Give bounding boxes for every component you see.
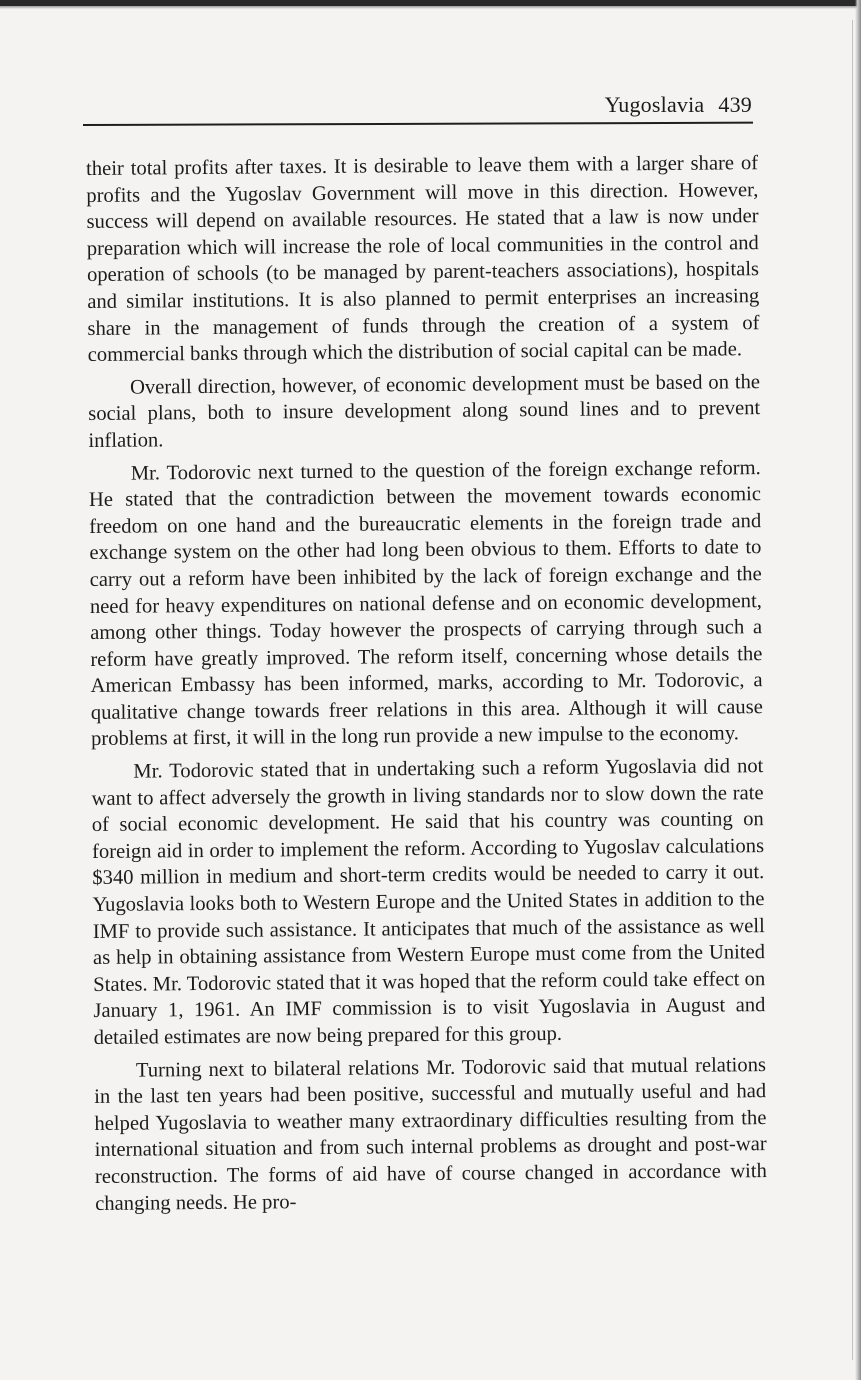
paragraph-overall-direction: Overall direction, however, of economic development must be based on the social plans, both to insure development along sound lines and to prevent inflation. bbox=[88, 370, 761, 452]
running-title: Yugoslavia bbox=[604, 92, 705, 117]
page-right-edge bbox=[855, 0, 861, 1380]
running-head bbox=[84, 90, 752, 124]
paragraph-foreign-exchange-reform: Mr. Todorovic next turned to the question of the foreign exchange reform. He stated that the contradiction between the movement towards economic freedom on one hand and the bureaucratic elements in the foreign trade and exchange system on the other had long been obvious to them. Efforts to date to carry out a reform have been inhibited by the lack of foreign exchange and the need for heavy expenditures on national defense and on economic development, among other things. Today however the prospects of carrying through such a reform have greatly improved. The reform itself, concerning whose details the American Embassy has been informed, marks, according to Mr. Todorovic, a qualitative change towards freer relations in this area. Although it will cause problems at first, it will in the long run provide a new impulse to the economy. bbox=[88, 456, 763, 751]
body-text bbox=[86, 150, 767, 1223]
paragraph-continuation: their total profits after taxes. It is desirable to leave them with a larger share of profits and the Yugoslav Government will move in this direction. However, success will depend on available resources. He stated that a law is now under preparation which will increase the role of local communities in the control and operation of schools (to be managed by parent-teachers associations), hospitals and similar institutions. It is also planned to permit enterprises an increasing share in the management of funds through the creation of a system of commercial banks through which the distribution of social capital can be made. bbox=[86, 152, 760, 367]
page-top-shadow bbox=[0, 6, 861, 9]
page-number: 439 bbox=[718, 92, 752, 117]
paragraph-bilateral-relations: Turning next to bilateral relations Mr. Todorovic said that mutual relations in the last ten years had been positive, successful and mutually useful and had helped Yugoslavia to weather many extraordinary difficulties resulting from the international situation and from such internal problems as drought and post-war reconstruction. The forms of aid have of course changed in accordance with changing needs. He pro- bbox=[94, 1053, 767, 1215]
page-right-margin-line bbox=[852, 20, 853, 1360]
paragraph-reform-financing: Mr. Todorovic stated that in undertaking such a reform Yugoslavia did not want to affect adversely the growth in living standards nor to slow down the rate of social economic development. He said that his country was counting on foreign aid in order to implement the reform. According to Yugoslav calculations $340 million in medium and short-term credits would be needed to carry it out. Yugoslavia looks both to Western Europe and the United States in addition to the IMF to provide such assistance. It anticipates that much of the assistance as well as help in obtaining assistance from Western Europe must come from the United States. Mr. Todorovic stated that it was hoped that the reform could take effect on January 1, 1961. An IMF commission is to visit Yugoslavia in August and detailed estimates are now being prepared for this group. bbox=[91, 755, 766, 1049]
